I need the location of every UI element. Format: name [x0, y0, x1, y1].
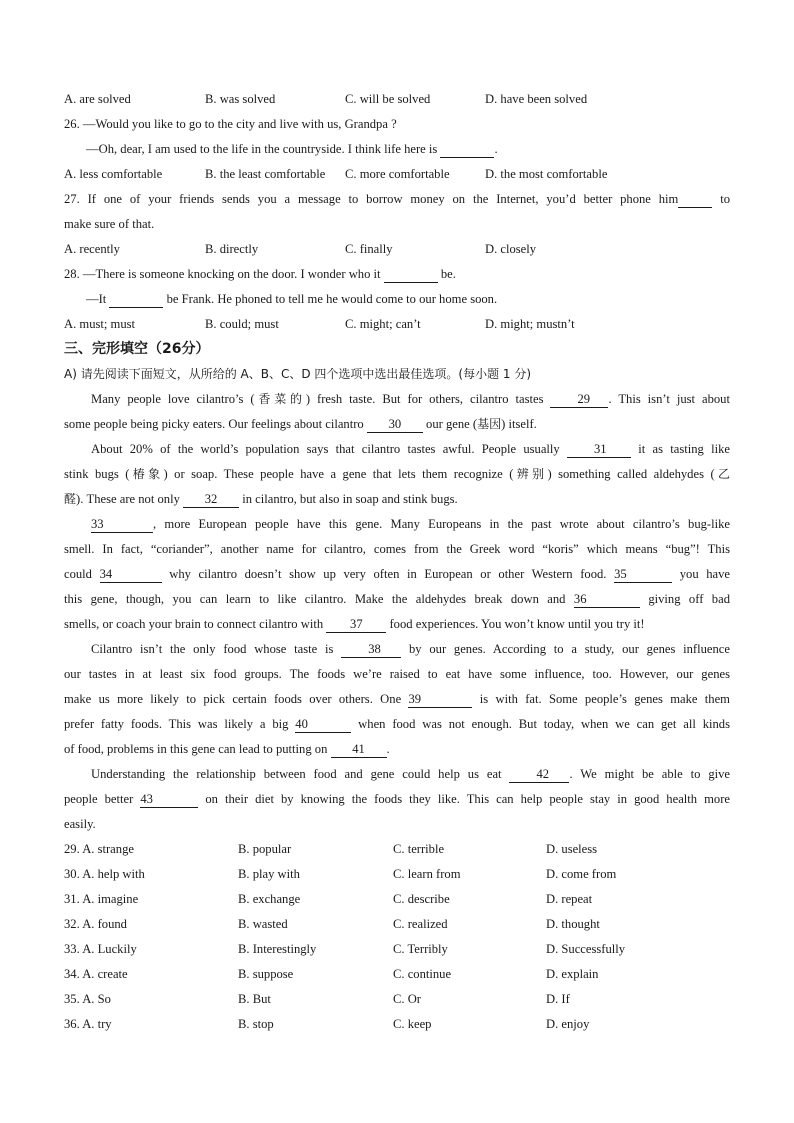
option-c: C. Or: [393, 992, 421, 1006]
option-c: C. will be solved: [345, 92, 431, 106]
q27-question-cont: make sure of that.: [64, 217, 155, 231]
option-b: B. exchange: [238, 892, 301, 906]
passage-line: easily.: [64, 817, 96, 831]
passage-text-cjk: 香菜的: [254, 392, 306, 406]
passage-line: [64, 587, 730, 612]
q26-text: —Oh, dear, I am used to the life in the countryside. I think life here is: [86, 142, 438, 156]
option-b: B. the least comfortable: [205, 167, 326, 181]
passage-text: of food, problems in this gene can lead to putting on: [64, 742, 328, 756]
q28-question: [64, 262, 730, 287]
blank-32: 32: [183, 491, 239, 508]
passage-text: ). These are not only: [76, 492, 180, 506]
option-a: 29. A. strange: [64, 842, 134, 856]
answer-blank: [440, 141, 494, 158]
passage-text: , more European people have this gene. Many Europeans in the past wrote about cilantro’s bug-like: [153, 517, 730, 531]
passage-text: it as tasting like: [638, 442, 730, 456]
passage-line: [64, 712, 730, 737]
blank-36: 36: [574, 591, 640, 608]
option-c: C. terrible: [393, 842, 445, 856]
answer-blank: [384, 266, 438, 283]
passage-text-cjk: 乙: [714, 467, 730, 481]
blank-34: 34: [100, 566, 162, 583]
passage-text: Understanding the relationship between food and gene could help us eat: [91, 767, 502, 781]
blank-42: 42: [509, 766, 569, 783]
option-b: B. play with: [238, 867, 300, 881]
blank-43: 43: [140, 791, 198, 808]
blank-31: 31: [567, 441, 631, 458]
passage-line: [64, 487, 730, 512]
option-b: B. was solved: [205, 92, 276, 106]
option-b: B. directly: [205, 242, 259, 256]
q27-text-end: to: [720, 192, 730, 206]
blank-35: 35: [614, 566, 672, 583]
passage-text: make us more likely to pick certain foods over others. One: [64, 692, 402, 706]
option-b: B. could; must: [205, 317, 279, 331]
passage-line: [64, 412, 730, 437]
q26-answer-line: [64, 137, 730, 162]
passage-line: [64, 612, 730, 637]
passage-text: when food was not enough. But today, when we can get all kinds: [358, 717, 730, 731]
option-a: A. recently: [64, 242, 120, 256]
option-a: A. less comfortable: [64, 167, 163, 181]
passage-line: [64, 762, 730, 787]
option-d: D. closely: [485, 242, 537, 256]
passage-text: ) something called aldehydes (: [547, 467, 715, 481]
option-a: A. must; must: [64, 317, 136, 331]
passage-text: on their diet by knowing the foods they like. This can help people stay in good health more: [205, 792, 730, 806]
cloze-option-row: [64, 937, 730, 962]
cloze-option-row: [64, 987, 730, 1012]
cloze-option-row: [64, 962, 730, 987]
blank-40: 40: [295, 716, 351, 733]
option-d: D. the most comfortable: [485, 167, 608, 181]
option-a: 36. A. try: [64, 1017, 112, 1031]
passage-text: giving off bad: [648, 592, 730, 606]
passage-line: [64, 787, 730, 812]
passage-text: . We might be able to give: [569, 767, 730, 781]
passage-line: [64, 462, 730, 487]
exam-page: [64, 87, 730, 1037]
passage-line: our tastes in at least six food groups. The foods we’re raised to eat have some influence, too. However, our genes: [64, 667, 730, 681]
option-c: C. finally: [345, 242, 393, 256]
q28-text-end: be.: [440, 267, 456, 281]
blank-30: 30: [367, 416, 423, 433]
passage-text: some people being picky eaters. Our feelings about cilantro: [64, 417, 364, 431]
passage-line: [64, 637, 730, 662]
option-b: B. Interestingly: [238, 942, 317, 956]
option-d: D. useless: [546, 842, 598, 856]
passage-text: by our genes. According to a study, our genes influence: [408, 642, 730, 656]
passage-text-cjk: 椿象: [129, 467, 164, 481]
option-d: D. enjoy: [546, 1017, 590, 1031]
option-c: C. learn from: [393, 867, 461, 881]
option-b: B. suppose: [238, 967, 294, 981]
option-c: C. Terribly: [393, 942, 448, 956]
option-a: 35. A. So: [64, 992, 111, 1006]
option-a: 33. A. Luckily: [64, 942, 137, 956]
passage-text: . This isn’t just about: [608, 392, 730, 406]
option-d: D. Successfully: [546, 942, 626, 956]
passage-text: people better: [64, 792, 134, 806]
passage-text: why cilantro doesn’t show up very often in European or other Western food.: [169, 567, 607, 581]
option-d: D. If: [546, 992, 570, 1006]
q26-options: [64, 162, 730, 187]
q26-question: 26. —Would you like to go to the city and live with us, Grandpa ?: [64, 117, 397, 131]
option-c: C. might; can’t: [345, 317, 421, 331]
q25-options: [64, 87, 730, 112]
option-b: B. But: [238, 992, 271, 1006]
q28-text: —It: [86, 292, 107, 306]
passage-text: About 20% of the world’s population says that cilantro tastes awful. People usually: [91, 442, 560, 456]
option-b: B. wasted: [238, 917, 288, 931]
passage-text: prefer fatty foods. This was likely a big: [64, 717, 289, 731]
passage-text-cjk: 醛: [64, 492, 77, 506]
passage-line: [64, 387, 730, 412]
section-heading: 三、完形填空（26分）: [64, 341, 210, 357]
blank-38: 38: [341, 641, 401, 658]
option-a: 31. A. imagine: [64, 892, 139, 906]
option-b: B. stop: [238, 1017, 274, 1031]
cloze-option-row: [64, 837, 730, 862]
option-c: C. describe: [393, 892, 450, 906]
q28-text: 28. —There is someone knocking on the door. I wonder who it: [64, 267, 381, 281]
q27-options: [64, 237, 730, 262]
passage-text: our gene (: [426, 417, 478, 431]
passage-text: ) or soap. These people have a gene that lets them recognize (: [163, 467, 514, 481]
q26-text-end: .: [494, 142, 498, 156]
passage-text: smells, or coach your brain to connect cilantro with: [64, 617, 324, 631]
passage-text: stink bugs (: [64, 467, 130, 481]
q27-text: 27. If one of your friends sends you a message to borrow money on the Internet, you’d better phone him: [64, 192, 679, 206]
option-c: C. realized: [393, 917, 448, 931]
passage-line: [64, 562, 730, 587]
blank-39: 39: [408, 691, 472, 708]
section-instruction: A) 请先阅读下面短文，从所给的 A、B、C、D 四个选项中选出最佳选项。(每小题 1 分): [64, 367, 532, 381]
passage-text: ) itself.: [501, 417, 537, 431]
passage-line: [64, 437, 730, 462]
passage-text: this gene, though, you can learn to like cilantro. Make the aldehydes break down and: [64, 592, 566, 606]
option-d: D. thought: [546, 917, 600, 931]
answer-blank: [678, 191, 712, 208]
passage-line: [64, 512, 730, 537]
option-c: C. keep: [393, 1017, 432, 1031]
option-a: 34. A. create: [64, 967, 128, 981]
passage-text: Many people love cilantro’s (: [91, 392, 255, 406]
passage-text: food experiences. You won’t know until you try it!: [389, 617, 645, 631]
passage-line: [64, 737, 730, 762]
blank-33: 33: [91, 516, 153, 533]
option-c: C. more comfortable: [345, 167, 450, 181]
cloze-option-row: [64, 887, 730, 912]
q28-answer-line: [64, 287, 730, 312]
blank-41: 41: [331, 741, 387, 758]
passage-text: you have: [679, 567, 731, 581]
passage-text: Cilantro isn’t the only food whose taste is: [91, 642, 334, 656]
passage-line: smell. In fact, “coriander”, another name for cilantro, comes from the Greek word “koris” which means “bug”! This: [64, 542, 730, 556]
answer-blank: [109, 291, 163, 308]
blank-37: 37: [326, 616, 386, 633]
option-d: D. come from: [546, 867, 617, 881]
option-d: D. repeat: [546, 892, 593, 906]
passage-text-cjk: 基因: [477, 417, 502, 431]
passage-text: .: [386, 742, 390, 756]
cloze-option-row: [64, 912, 730, 937]
cloze-option-row: [64, 862, 730, 887]
option-a: 30. A. help with: [64, 867, 145, 881]
cloze-option-row: [64, 1012, 730, 1037]
option-b: B. popular: [238, 842, 292, 856]
passage-text: ) fresh taste. But for others, cilantro tastes: [305, 392, 544, 406]
passage-text: is with fat. Some people’s genes make them: [479, 692, 730, 706]
option-a: 32. A. found: [64, 917, 127, 931]
q28-text-end: be Frank. He phoned to tell me he would come to our home soon.: [166, 292, 498, 306]
q28-options: [64, 312, 730, 337]
option-d: D. have been solved: [485, 92, 588, 106]
passage-text-cjk: 辨别: [513, 467, 548, 481]
option-c: C. continue: [393, 967, 452, 981]
q27-question: [64, 187, 730, 212]
passage-text: in cilantro, but also in soap and stink bugs.: [242, 492, 458, 506]
passage-line: [64, 687, 730, 712]
option-a: A. are solved: [64, 92, 131, 106]
option-d: D. might; mustn’t: [485, 317, 575, 331]
blank-29: 29: [550, 391, 608, 408]
option-d: D. explain: [546, 967, 599, 981]
passage-text: could: [64, 567, 92, 581]
